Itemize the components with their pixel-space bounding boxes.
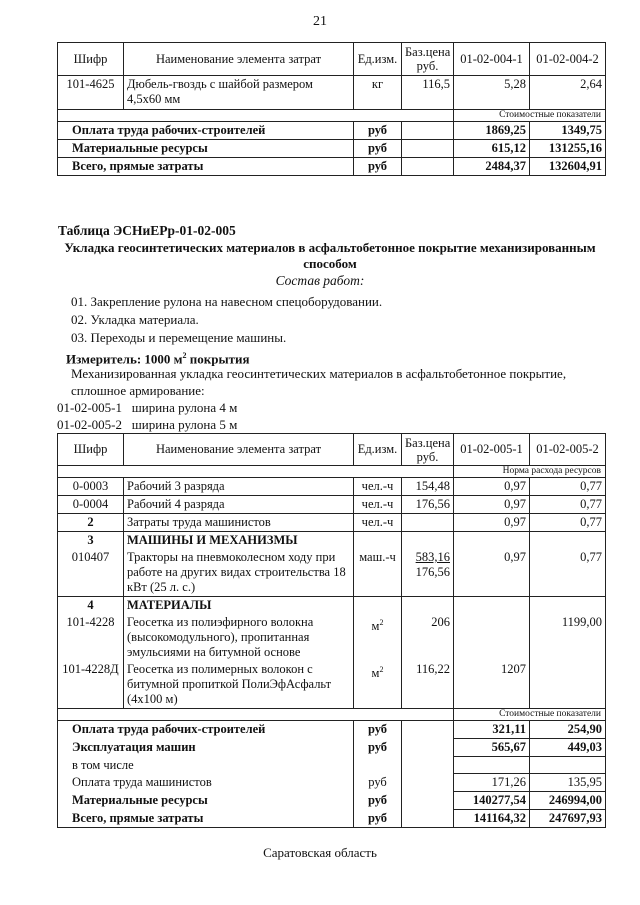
total-label: Оплата труда рабочих-строителей [58, 122, 354, 140]
header-name: Наименование элемента затрат [124, 434, 354, 466]
footer-region: Саратовская область [263, 845, 377, 860]
cost-label: Стоимостные показатели [454, 110, 606, 122]
table-title: Таблица ЭСНиЕРр-01-02-005 [58, 223, 236, 238]
table-row [58, 76, 606, 110]
header-col-a: 01-02-004-1 [454, 43, 530, 76]
row-unit: кг [354, 76, 402, 110]
total-row: Всего, прямые затраты руб 2484,37 132604,91 [58, 158, 606, 176]
total-row: Оплата труда машинистов руб 171,26 135,95 [58, 774, 606, 792]
page-number: 21 [313, 14, 327, 29]
row-a: 5,28 [454, 76, 530, 110]
header-col-b: 01-02-005-2 [530, 434, 606, 466]
total-row: в том числе [58, 757, 606, 774]
total-label: Всего, прямые затраты [58, 158, 354, 176]
table-row: 2 Затраты труда машинистов чел.-ч 0,97 0,77 [58, 514, 606, 532]
variant-line: 01-02-005-1 ширина рулона 4 м [57, 400, 238, 415]
cost-label: Стоимостные показатели [454, 709, 606, 721]
total-row: Оплата труда рабочих-строителей руб 321,11 254,90 [58, 721, 606, 739]
header-unit: Ед.изм. [354, 43, 402, 76]
row-code: 101-4625 [58, 76, 124, 110]
total-row: Материальные ресурсы руб 615,12 131255,16 [58, 140, 606, 158]
section-heading: Укладка геосинтетических материалов в асфальтобетонное покрытие механизированным способом [64, 240, 596, 271]
header-code: Шифр [58, 434, 124, 466]
table-row: 0-0004 Рабочий 4 разряда чел.-ч 176,56 0,97 0,77 [58, 496, 606, 514]
total-label: Материальные ресурсы [58, 140, 354, 158]
work-step: 02. Укладка материала. [71, 312, 199, 327]
total-row: Оплата труда рабочих-строителей руб 1869,25 1349,75 [58, 122, 606, 140]
table-row: 4 МАТЕРИАЛЫ [58, 597, 606, 615]
row-b: 2,64 [530, 76, 606, 110]
header-code: Шифр [58, 43, 124, 76]
header-name: Наименование элемента затрат [124, 43, 354, 76]
table-row: 010407 Тракторы на пневмоколесном ходу при работе на других видах строительства 18 кВт (25 л. с.) маш.-ч 583,16 176,56 0,97 0,77 [58, 549, 606, 597]
row-name: Дюбель-гвоздь с шайбой размером 4,5х60 мм [124, 76, 354, 110]
total-row: Материальные ресурсы руб 140277,54 246994,00 [58, 792, 606, 810]
table-01-02-005 [57, 433, 606, 828]
header-price: Баз.цена руб. [402, 43, 454, 76]
table-row: 0-0003 Рабочий 3 разряда чел.-ч 154,48 0,97 0,77 [58, 478, 606, 496]
work-step: 01. Закрепление рулона на навесном спецоборудовании. [71, 294, 383, 309]
meter-line: Измеритель: 1000 $м^2$ покрытия [66, 351, 250, 367]
row-price: 116,5 [402, 76, 454, 110]
header-col-b: 01-02-004-2 [530, 43, 606, 76]
total-row: Эксплуатация машин руб 565,67 449,03 [58, 739, 606, 757]
table-01-02-004 [57, 42, 606, 176]
table-row: 3 МАШИНЫ И МЕХАНИЗМЫ [58, 532, 606, 550]
header-col-a: 01-02-005-1 [454, 434, 530, 466]
header-price: Баз.цена руб. [402, 434, 454, 466]
section-description: Механизированная укладка геосинтетических материалов в асфальтобетонное покрытие, сплошное армирование: [71, 366, 567, 398]
composition-title: Состав работ: [275, 273, 365, 288]
norm-label: Норма расхода ресурсов [454, 466, 606, 478]
header-unit: Ед.изм. [354, 434, 402, 466]
work-step: 03. Переходы и перемещение машины. [71, 330, 287, 345]
table-row: 101-4228Д Геосетка из полимерных волокон с битумной пропиткой ПолиЭфАсфальт (4х100 м) $м^2$ 116,22 1207 [58, 661, 606, 709]
variant-line: 01-02-005-2 ширина рулона 5 м [57, 417, 238, 432]
table-row: 101-4228 Геосетка из полиэфирного волокна (высокомодульного), пропитанная эмульсиями на битумной основе $м^2$ 206 1199,00 [58, 614, 606, 661]
total-row: Всего, прямые затраты руб 141164,32 247697,93 [58, 810, 606, 828]
